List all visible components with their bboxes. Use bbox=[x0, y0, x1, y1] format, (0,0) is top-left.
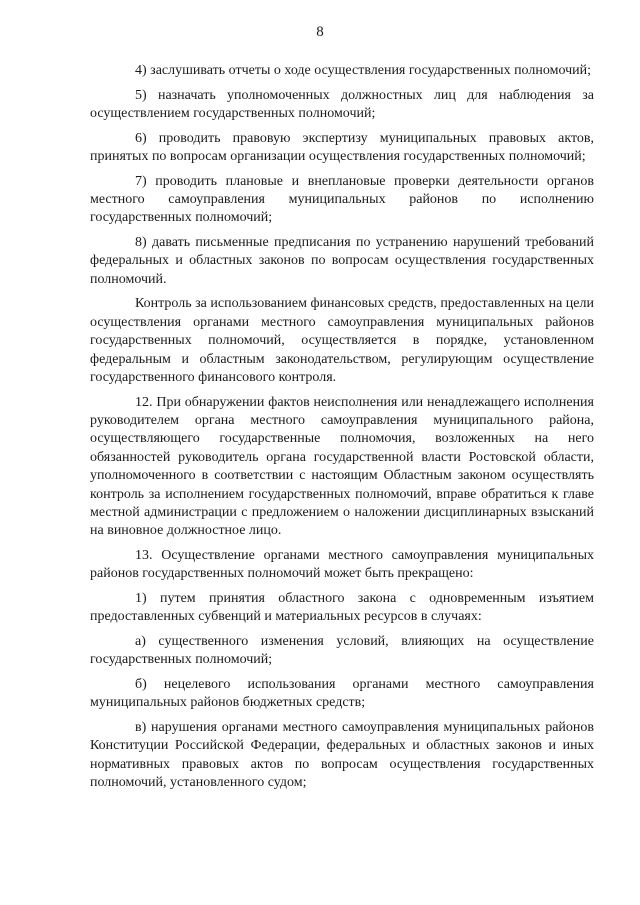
paragraph-item-4: 4) заслушивать отчеты о ходе осуществления государственных полномочий; bbox=[135, 63, 591, 78]
paragraph-item-6: 6) проводить правовую экспертизу муниципальных правовых актов, принятых по вопросам организации осуществления государственных полномочий; bbox=[90, 130, 594, 164]
document-body bbox=[90, 62, 594, 799]
paragraph-financial-control: Контроль за использованием финансовых средств, предоставленных на цели осуществления органами местного самоуправления муниципальных районов государственных полномочий, осуществляется в порядке, установленном федеральным и областным законодательством, регулирующим осуществление государственного финансового контроля. bbox=[90, 296, 594, 386]
paragraph-item-5: 5) назначать уполномоченных должностных лиц для наблюдения за осуществлением государственных полномочий; bbox=[90, 87, 594, 121]
paragraph-subitem-a: а) существенного изменения условий, влияющих на осуществление государственных полномочий; bbox=[90, 634, 594, 668]
paragraph-subitem-v: в) нарушения органами местного самоуправления муниципальных районов Конституции Российской Федерации, федеральных и областных законов и иных нормативных правовых актов по вопросам осуществления государственных полномочий, установленного судом; bbox=[90, 720, 594, 791]
paragraph-clause-12: 12. При обнаружении фактов неисполнения или ненадлежащего исполнения руководителем органа местного самоуправления муниципального района, осуществляющего государственные полномочия, возложенных на него обязанностей руководитель органа государственной власти Ростовской области, уполномоченного в соответствии с настоящим Областным законом осуществлять контроль за исполнением государственных полномочий, вправе обратиться к главе местной администрации с предложением о наложении дисциплинарных взысканий на виновное должностное лицо. bbox=[90, 394, 594, 539]
paragraph-clause-13: 13. Осуществление органами местного самоуправления муниципальных районов государственных полномочий может быть прекращено: bbox=[90, 548, 594, 582]
paragraph-subitem-1: 1) путем принятия областного закона с одновременным изъятием предоставленных субвенций и материальных ресурсов в случаях: bbox=[90, 591, 594, 625]
paragraph-subitem-b: б) нецелевого использования органами местного самоуправления муниципальных районов бюджетных средств; bbox=[90, 677, 594, 711]
page-number: 8 bbox=[316, 24, 324, 40]
paragraph-item-7: 7) проводить плановые и внеплановые проверки деятельности органов местного самоуправления муниципальных районов по исполнению государственных полномочий; bbox=[90, 173, 594, 226]
paragraph-item-8: 8) давать письменные предписания по устранению нарушений требований федеральных и областных законов по вопросам осуществления государственных полномочий. bbox=[90, 235, 594, 287]
